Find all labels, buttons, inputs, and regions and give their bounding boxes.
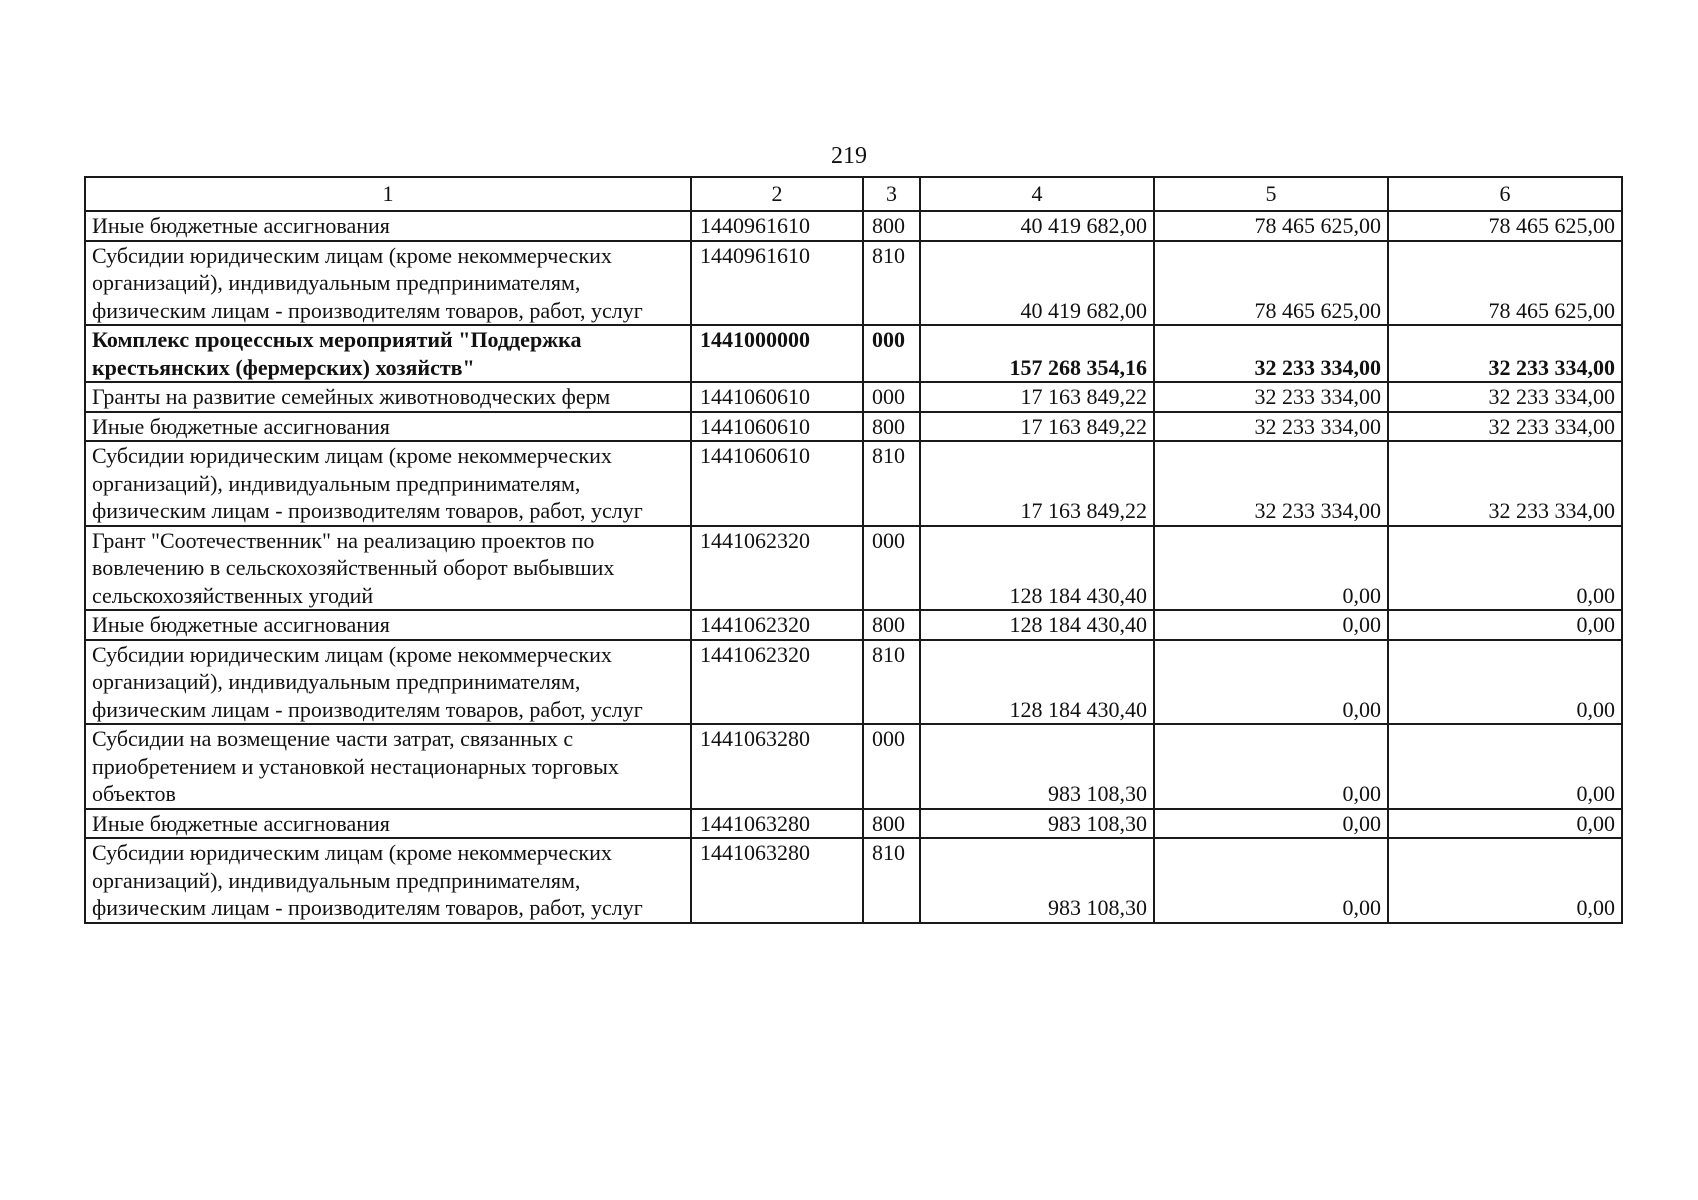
row-name-cell: Иные бюджетные ассигнования bbox=[85, 809, 691, 839]
table-row bbox=[85, 809, 1622, 839]
table-row bbox=[85, 441, 1622, 526]
row-name-cell: Иные бюджетные ассигнования bbox=[85, 610, 691, 640]
row-value-col6-cell: 0,00 bbox=[1388, 640, 1622, 725]
row-value-col5-cell: 32 233 334,00 bbox=[1154, 325, 1388, 382]
row-kind-cell: 800 bbox=[863, 809, 920, 839]
row-value-col4-cell: 983 108,30 bbox=[920, 724, 1154, 809]
row-value-col5-cell: 32 233 334,00 bbox=[1154, 441, 1388, 526]
row-value-col6-cell: 32 233 334,00 bbox=[1388, 441, 1622, 526]
column-header-2: 2 bbox=[691, 177, 863, 211]
budget-table bbox=[84, 176, 1623, 924]
row-kind-cell: 810 bbox=[863, 441, 920, 526]
column-header-1: 1 bbox=[85, 177, 691, 211]
table-row bbox=[85, 325, 1622, 382]
column-header-4: 4 bbox=[920, 177, 1154, 211]
row-code-cell: 1441063280 bbox=[691, 809, 863, 839]
table-row bbox=[85, 640, 1622, 725]
column-header-3: 3 bbox=[863, 177, 920, 211]
row-code-cell: 1441060610 bbox=[691, 441, 863, 526]
row-value-col6-cell: 0,00 bbox=[1388, 724, 1622, 809]
column-number-row bbox=[85, 177, 1622, 211]
row-value-col4-cell: 128 184 430,40 bbox=[920, 526, 1154, 611]
row-code-cell: 1441063280 bbox=[691, 838, 863, 923]
row-value-col6-cell: 78 465 625,00 bbox=[1388, 241, 1622, 326]
row-kind-cell: 810 bbox=[863, 241, 920, 326]
table-row bbox=[85, 382, 1622, 412]
row-name-cell: Иные бюджетные ассигнования bbox=[85, 412, 691, 442]
row-name-cell: Комплекс процессных мероприятий "Поддержка крестьянских (фермерских) хозяйств" bbox=[85, 325, 691, 382]
row-kind-cell: 000 bbox=[863, 724, 920, 809]
row-kind-cell: 000 bbox=[863, 526, 920, 611]
row-kind-cell: 800 bbox=[863, 610, 920, 640]
row-kind-cell: 810 bbox=[863, 640, 920, 725]
row-value-col6-cell: 32 233 334,00 bbox=[1388, 382, 1622, 412]
row-value-col6-cell: 0,00 bbox=[1388, 526, 1622, 611]
row-value-col4-cell: 128 184 430,40 bbox=[920, 640, 1154, 725]
row-code-cell: 1441060610 bbox=[691, 382, 863, 412]
row-value-col4-cell: 40 419 682,00 bbox=[920, 241, 1154, 326]
row-name-cell: Субсидии юридическим лицам (кроме некоммерческих организаций), индивидуальным предпринимателям, физическим лицам - производителям товаров, работ, услуг bbox=[85, 838, 691, 923]
row-code-cell: 1441062320 bbox=[691, 640, 863, 725]
row-kind-cell: 800 bbox=[863, 211, 920, 241]
row-name-cell: Иные бюджетные ассигнования bbox=[85, 211, 691, 241]
row-name-cell: Гранты на развитие семейных животноводческих ферм bbox=[85, 382, 691, 412]
row-code-cell: 1441063280 bbox=[691, 724, 863, 809]
row-kind-cell: 000 bbox=[863, 325, 920, 382]
row-value-col5-cell: 0,00 bbox=[1154, 809, 1388, 839]
row-value-col5-cell: 0,00 bbox=[1154, 610, 1388, 640]
column-header-6: 6 bbox=[1388, 177, 1622, 211]
table-body bbox=[85, 211, 1622, 923]
row-value-col6-cell: 78 465 625,00 bbox=[1388, 211, 1622, 241]
row-code-cell: 1440961610 bbox=[691, 211, 863, 241]
row-kind-cell: 000 bbox=[863, 382, 920, 412]
page-number: 219 bbox=[831, 143, 867, 169]
row-value-col4-cell: 40 419 682,00 bbox=[920, 211, 1154, 241]
row-name-cell: Грант "Соотечественник" на реализацию проектов по вовлечению в сельскохозяйственный оборот выбывших сельскохозяйственных угодий bbox=[85, 526, 691, 611]
row-value-col4-cell: 17 163 849,22 bbox=[920, 441, 1154, 526]
row-value-col4-cell: 157 268 354,16 bbox=[920, 325, 1154, 382]
row-kind-cell: 800 bbox=[863, 412, 920, 442]
row-value-col6-cell: 32 233 334,00 bbox=[1388, 412, 1622, 442]
row-name-cell: Субсидии юридическим лицам (кроме некоммерческих организаций), индивидуальным предпринимателям, физическим лицам - производителям товаров, работ, услуг bbox=[85, 241, 691, 326]
row-value-col5-cell: 0,00 bbox=[1154, 724, 1388, 809]
row-code-cell: 1441062320 bbox=[691, 610, 863, 640]
column-header-5: 5 bbox=[1154, 177, 1388, 211]
row-value-col4-cell: 983 108,30 bbox=[920, 838, 1154, 923]
row-value-col5-cell: 32 233 334,00 bbox=[1154, 382, 1388, 412]
table-row bbox=[85, 241, 1622, 326]
row-value-col5-cell: 32 233 334,00 bbox=[1154, 412, 1388, 442]
row-value-col4-cell: 128 184 430,40 bbox=[920, 610, 1154, 640]
row-value-col6-cell: 0,00 bbox=[1388, 610, 1622, 640]
table-row bbox=[85, 412, 1622, 442]
row-value-col4-cell: 983 108,30 bbox=[920, 809, 1154, 839]
row-code-cell: 1441060610 bbox=[691, 412, 863, 442]
row-code-cell: 1441062320 bbox=[691, 526, 863, 611]
row-value-col5-cell: 78 465 625,00 bbox=[1154, 241, 1388, 326]
row-value-col6-cell: 0,00 bbox=[1388, 809, 1622, 839]
row-name-cell: Субсидии на возмещение части затрат, связанных с приобретением и установкой нестационарных торговых объектов bbox=[85, 724, 691, 809]
row-kind-cell: 810 bbox=[863, 838, 920, 923]
table-row bbox=[85, 526, 1622, 611]
row-name-cell: Субсидии юридическим лицам (кроме некоммерческих организаций), индивидуальным предпринимателям, физическим лицам - производителям товаров, работ, услуг bbox=[85, 441, 691, 526]
row-value-col5-cell: 0,00 bbox=[1154, 838, 1388, 923]
row-value-col4-cell: 17 163 849,22 bbox=[920, 382, 1154, 412]
row-code-cell: 1440961610 bbox=[691, 241, 863, 326]
row-value-col6-cell: 0,00 bbox=[1388, 838, 1622, 923]
row-value-col5-cell: 0,00 bbox=[1154, 640, 1388, 725]
table-row bbox=[85, 211, 1622, 241]
row-name-cell: Субсидии юридическим лицам (кроме некоммерческих организаций), индивидуальным предпринимателям, физическим лицам - производителям товаров, работ, услуг bbox=[85, 640, 691, 725]
row-value-col6-cell: 32 233 334,00 bbox=[1388, 325, 1622, 382]
row-value-col5-cell: 78 465 625,00 bbox=[1154, 211, 1388, 241]
table-row bbox=[85, 724, 1622, 809]
row-code-cell: 1441000000 bbox=[691, 325, 863, 382]
row-value-col4-cell: 17 163 849,22 bbox=[920, 412, 1154, 442]
table-row bbox=[85, 838, 1622, 923]
table-row bbox=[85, 610, 1622, 640]
row-value-col5-cell: 0,00 bbox=[1154, 526, 1388, 611]
